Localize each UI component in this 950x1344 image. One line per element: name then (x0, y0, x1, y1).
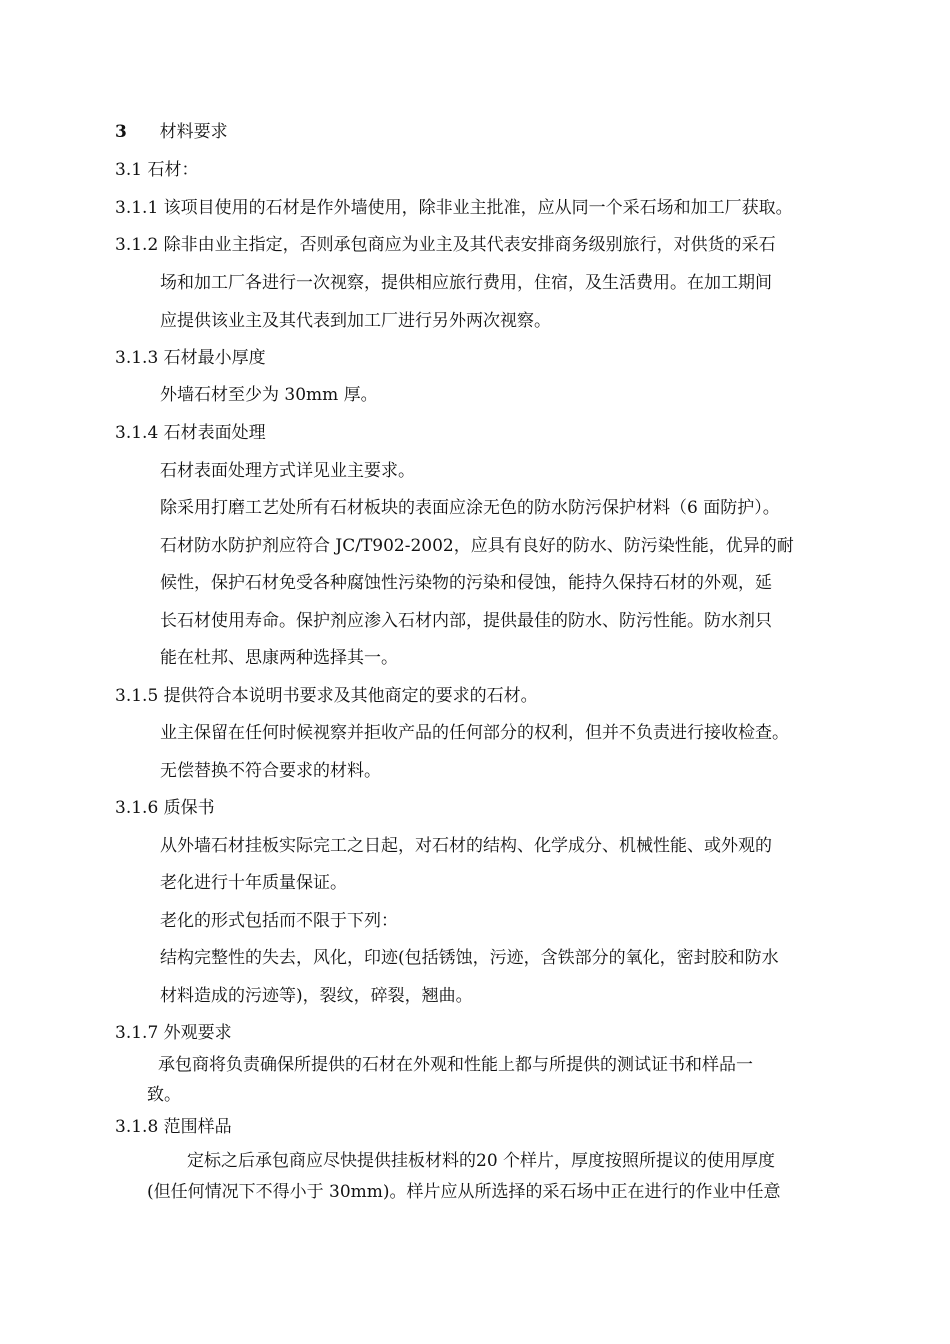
item-3-1-8 (115, 1115, 232, 1139)
item-number: 3.1.6 (115, 798, 159, 818)
item-3-1-4 (115, 421, 266, 445)
item-text-line: 从外墙石材挂板实际完工之日起，对石材的结构、化学成分、机械性能、或外观的 (160, 836, 772, 856)
item-number: 3.1.8 (115, 1117, 159, 1137)
item-text-line: 除非由业主指定，否则承包商应为业主及其代表安排商务级别旅行，对供货的采石 (163, 235, 776, 255)
item-title: 外观要求 (163, 1023, 232, 1043)
item-title: 提供符合本说明书要求及其他商定的要求的石材。 (163, 686, 538, 706)
item-title: 质保书 (163, 798, 215, 818)
item-text-line: 石材表面处理方式详见业主要求。 (160, 461, 415, 481)
item-title: 石材最小厚度 (163, 348, 266, 368)
item-text-line: (但任何情况下不得小于 30mm)。样片应从所选择的采石场中正在进行的作业中任意 (147, 1182, 781, 1202)
item-3-1-3 (115, 346, 266, 370)
item-text-line: 候性，保护石材免受各种腐蚀性污染物的污染和侵蚀，能持久保持石材的外观，延 (160, 573, 772, 593)
item-text-line: 材料造成的污迹等)，裂纹，碎裂，翘曲。 (160, 986, 473, 1006)
item-text-line: 结构完整性的失去，风化，印迹(包括锈蚀，污迹，含铁部分的氧化，密封胶和防水 (160, 948, 779, 968)
item-number: 3.1.7 (115, 1023, 159, 1043)
item-text-line: 无偿替换不符合要求的材料。 (160, 761, 381, 781)
item-text-line: 承包商将负责确保所提供的石材在外观和性能上都与所提供的测试证书和样品一 (158, 1055, 753, 1075)
item-title: 石材表面处理 (163, 423, 266, 443)
item-text-line: 老化的形式包括而不限于下列： (160, 911, 398, 931)
item-3-1-5 (115, 684, 538, 708)
item-text-line: 致。 (147, 1085, 181, 1105)
item-text-line: 老化进行十年质量保证。 (160, 873, 347, 893)
item-3-1-6 (115, 796, 215, 820)
item-text: 该项目使用的石材是作外墙使用，除非业主批准，应从同一个采石场和加工厂获取。 (163, 198, 793, 218)
item-number: 3.1.4 (115, 423, 159, 443)
subsection-3-1: 3.1 石材： (115, 160, 199, 180)
item-text-line: 定标之后承包商应尽快提供挂板材料的20 个样片，厚度按照所提议的使用厚度 (187, 1151, 776, 1171)
item-text-line: 应提供该业主及其代表到加工厂进行另外两次视察。 (160, 311, 551, 331)
item-text-line: 长石材使用寿命。保护剂应渗入石材内部，提供最佳的防水、防污性能。防水剂只 (160, 611, 772, 631)
section-heading (115, 120, 228, 144)
section-title: 材料要求 (159, 122, 228, 142)
item-text-line: 能在杜邦、思康两种选择其一。 (160, 648, 398, 668)
item-number: 3.1.3 (115, 348, 159, 368)
item-text-line: 石材防水防护剂应符合 JC/T902-2002，应具有良好的防水、防污染性能，优异的耐 (160, 536, 794, 556)
item-number: 3.1.5 (115, 686, 159, 706)
item-text-line: 业主保留在任何时候视察并拒收产品的任何部分的权利，但并不负责进行接收检查。 (160, 723, 789, 743)
item-text-line: 外墙石材至少为 30mm 厚。 (160, 385, 378, 405)
item-title: 范围样品 (163, 1117, 232, 1137)
item-number: 3.1.1 (115, 198, 159, 218)
item-3-1-7 (115, 1021, 232, 1045)
item-text-line: 场和加工厂各进行一次视察，提供相应旅行费用，住宿，及生活费用。在加工期间 (160, 273, 772, 293)
item-text-line: 除采用打磨工艺处所有石材板块的表面应涂无色的防水防污保护材料（6 面防护）。 (160, 498, 780, 518)
item-3-1-1 (115, 196, 793, 220)
item-number: 3.1.2 (115, 235, 159, 255)
section-number: 3 (115, 122, 127, 142)
item-3-1-2 (115, 233, 776, 257)
